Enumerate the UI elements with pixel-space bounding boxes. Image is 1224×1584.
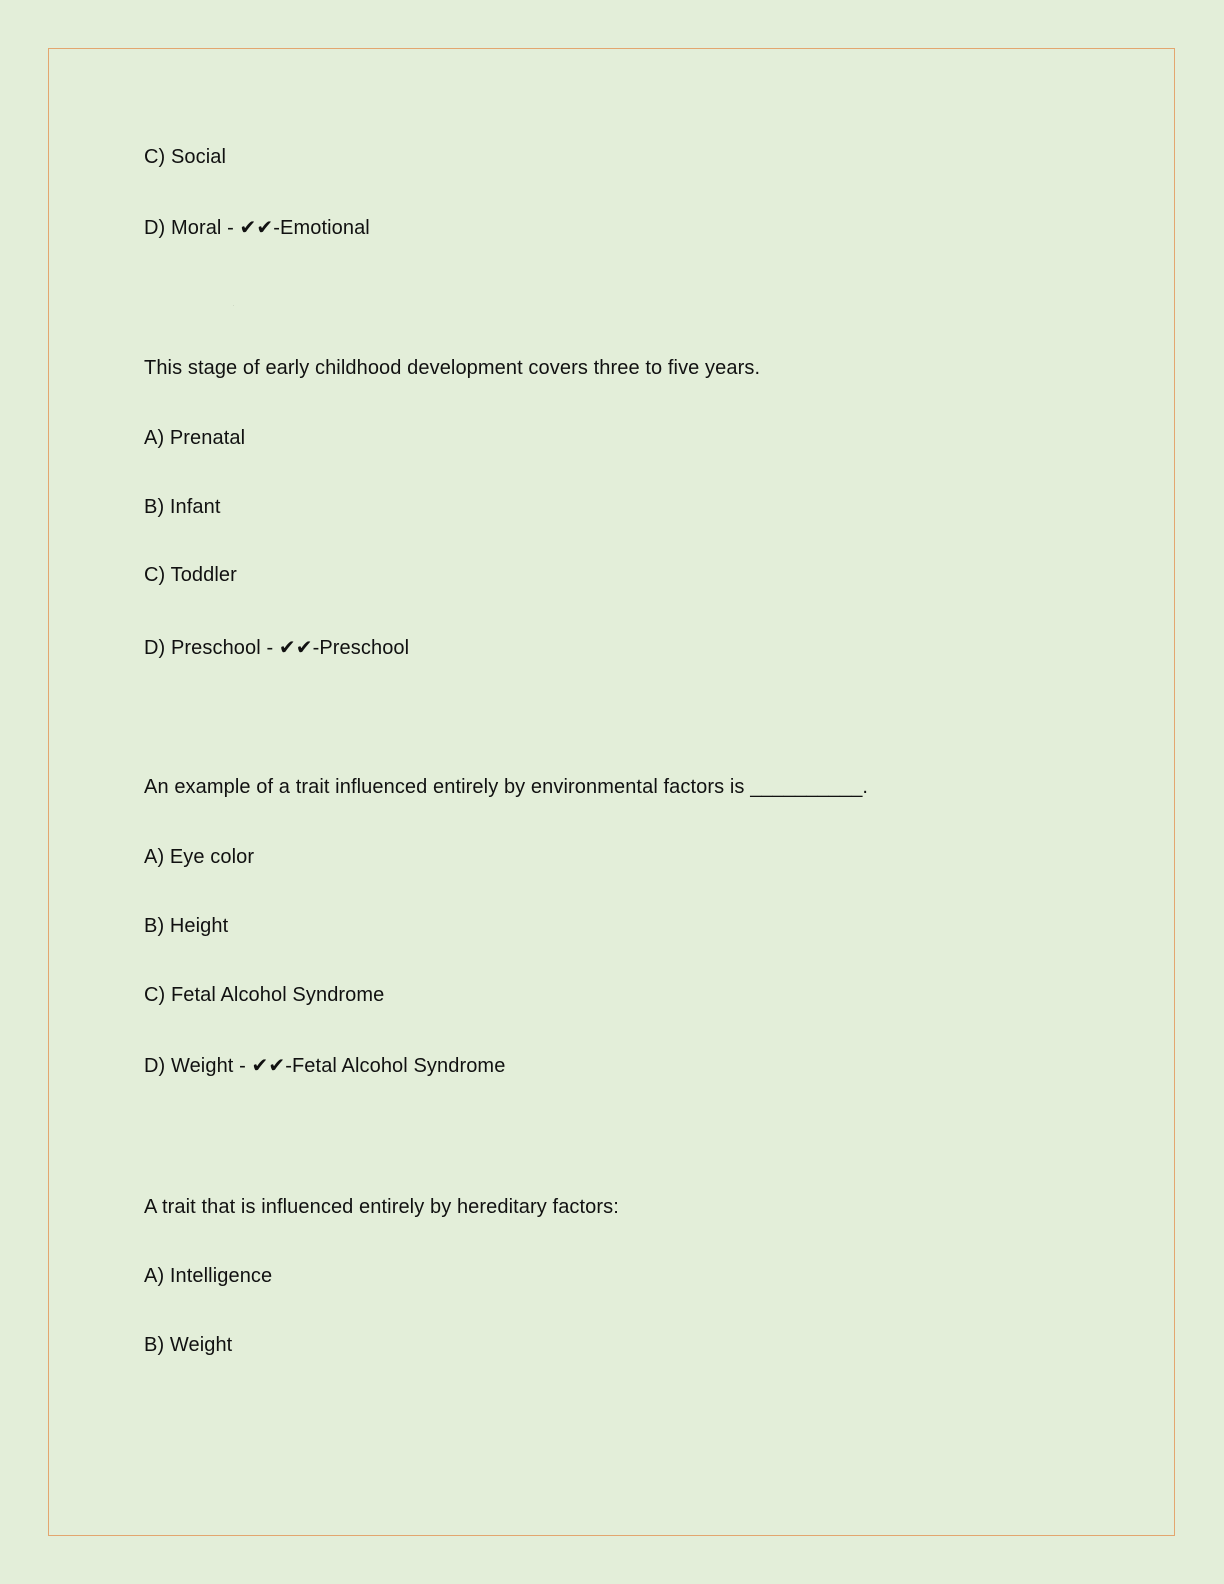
option-d-moral-answer: D) Moral - ✔✔-Emotional — [144, 217, 370, 239]
question-environmental-trait: An example of a trait influenced entirely by environmental factors is __________. — [144, 776, 869, 798]
question-preschool-stage: This stage of early childhood development covers three to five years. — [144, 357, 761, 379]
stray-dot — [233, 305, 234, 306]
option-b-infant: B) Infant — [144, 496, 221, 518]
option-c-toddler: C) Toddler — [144, 564, 237, 586]
option-a-intelligence: A) Intelligence — [144, 1265, 273, 1287]
option-b-height: B) Height — [144, 915, 229, 937]
option-c-fetal-alcohol: C) Fetal Alcohol Syndrome — [144, 984, 385, 1006]
option-d-weight-answer: D) Weight - ✔✔-Fetal Alcohol Syndrome — [144, 1055, 506, 1077]
option-a-prenatal: A) Prenatal — [144, 427, 246, 449]
option-a-eye-color: A) Eye color — [144, 846, 255, 868]
option-b-weight: B) Weight — [144, 1334, 233, 1356]
question-hereditary-trait: A trait that is influenced entirely by hereditary factors: — [144, 1196, 619, 1218]
option-c-social: C) Social — [144, 146, 227, 168]
option-d-preschool-answer: D) Preschool - ✔✔-Preschool — [144, 637, 410, 659]
